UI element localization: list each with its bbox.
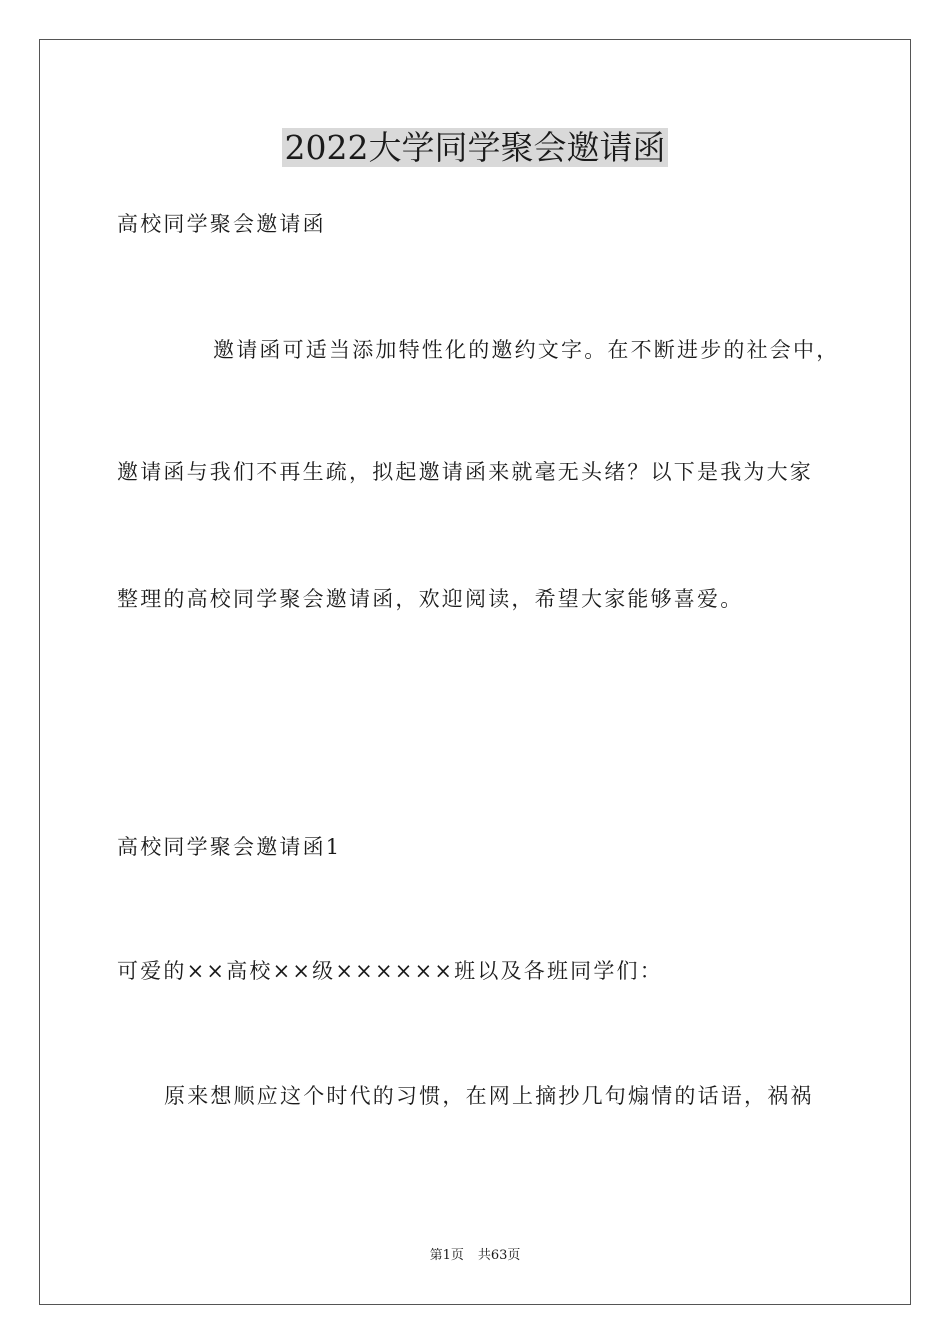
document-title-text: 2022大学同学聚会邀请函 (282, 128, 669, 167)
page-footer (0, 1247, 950, 1265)
page-number-current: 第1页 (429, 1248, 464, 1263)
subtitle-line: 高校同学聚会邀请函 (117, 212, 326, 236)
paragraph-line: 邀请函可适当添加特性化的邀约文字。在不断进步的社会中， (213, 338, 840, 362)
salutation-line: 可爱的××高校××级××××××班以及各班同学们： (117, 959, 663, 983)
paragraph-line: 邀请函与我们不再生疏，拟起邀请函来就毫无头绪？以下是我为大家 (117, 460, 813, 484)
paragraph-line: 整理的高校同学聚会邀请函，欢迎阅读，希望大家能够喜爱。 (117, 587, 744, 611)
document-title (0, 126, 950, 170)
paragraph-line: 原来想顺应这个时代的习惯，在网上摘抄几句煽情的话语，祸祸 (164, 1084, 814, 1108)
page-number-total: 共63页 (477, 1248, 521, 1263)
section-heading: 高校同学聚会邀请函1 (117, 835, 342, 859)
